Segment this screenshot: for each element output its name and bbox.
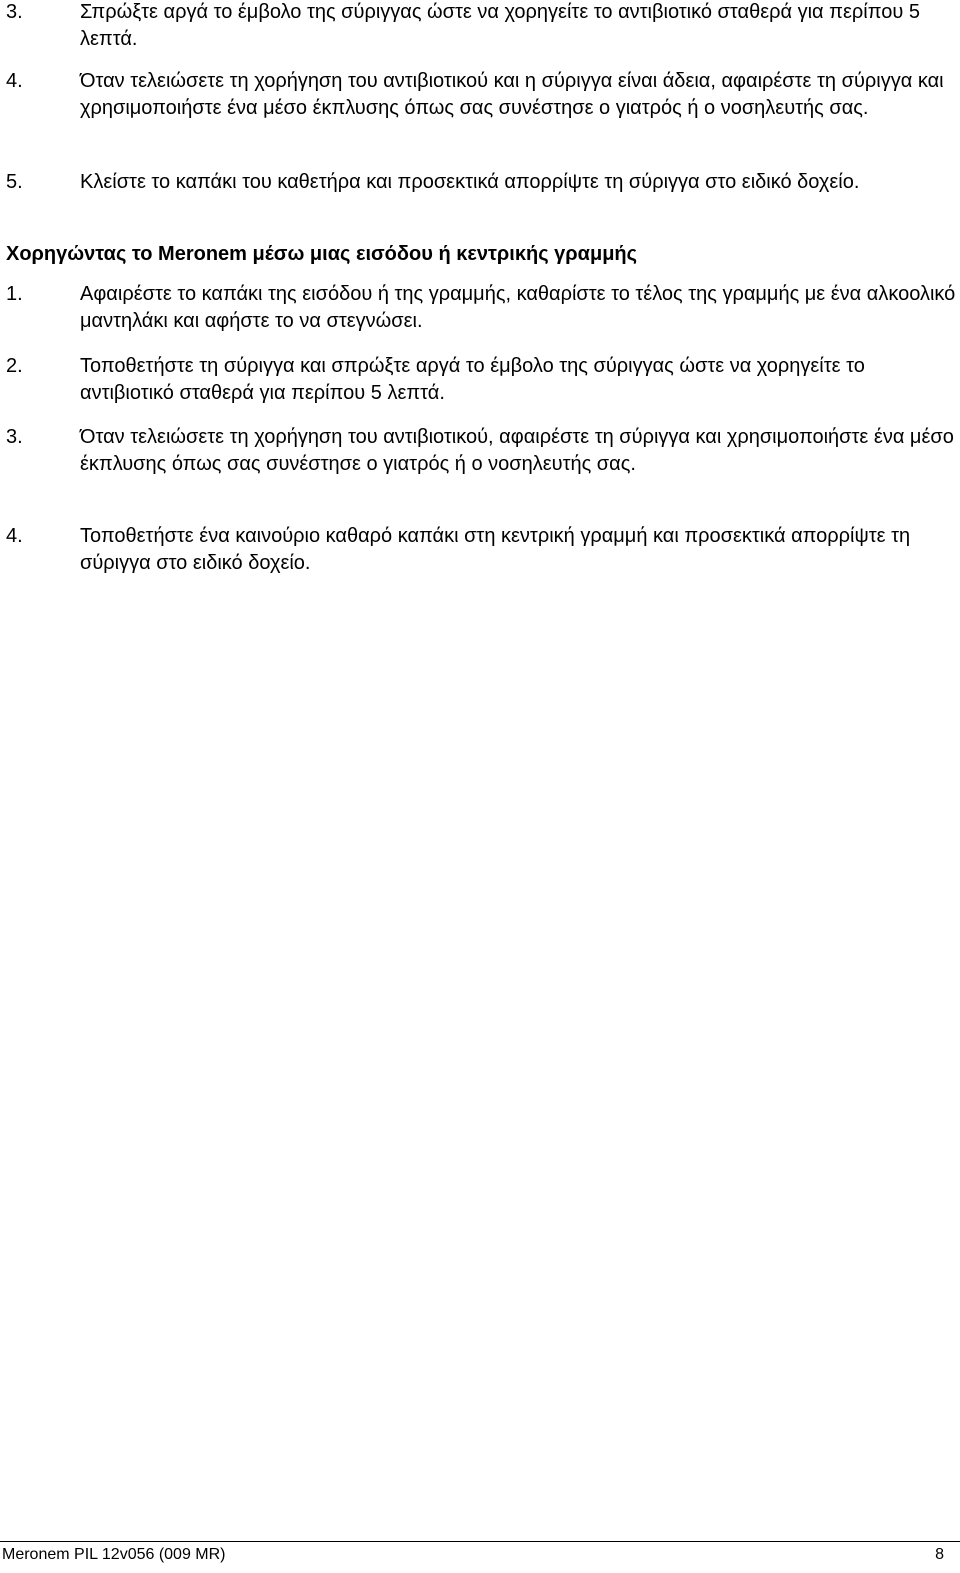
list-item-port-step-1 [6, 281, 956, 335]
step-number: 5. [6, 171, 23, 193]
step-text: Όταν τελειώσετε τη χορήγηση του αντιβιοτικού και η σύριγγα είναι άδεια, αφαιρέστε τη σύριγγα και χρησιμοποιήστε ένα μέσο έκπλυσης όπως σας συνέστησε ο γιατρός ή ο νοσηλευτής σας. [80, 70, 944, 119]
list-item-port-step-4 [6, 523, 956, 577]
section-heading: Χορηγώντας το Meronem μέσω μιας εισόδου ή κεντρικής γραμμής [6, 243, 638, 265]
step-number: 4. [6, 525, 23, 547]
step-text: Σπρώξτε αργά το έμβολο της σύριγγας ώστε να χορηγείτε το αντιβιοτικό σταθερά για περίπου 5 λεπτά. [80, 1, 920, 50]
list-item-port-step-3 [6, 424, 956, 478]
step-text: Κλείστε το καπάκι του καθετήρα και προσεκτικά απορρίψτε τη σύριγγα στο ειδικό δοχείο. [80, 171, 860, 193]
step-number: 3. [6, 426, 23, 448]
list-item-port-step-2 [6, 353, 956, 407]
step-text: Τοποθετήστε ένα καινούριο καθαρό καπάκι στη κεντρική γραμμή και προσεκτικά απορρίψτε τη σύριγγα στο ειδικό δοχείο. [80, 525, 911, 574]
step-number: 4. [6, 70, 23, 92]
step-text: Τοποθετήστε τη σύριγγα και σπρώξτε αργά το έμβολο της σύριγγας ώστε να χορηγείτε το αντιβιοτικό σταθερά για περίπου 5 λεπτά. [80, 355, 865, 404]
list-item-step-4 [6, 68, 956, 122]
step-number: 3. [6, 1, 23, 23]
step-text: Αφαιρέστε το καπάκι της εισόδου ή της γραμμής, καθαρίστε το τέλος της γραμμής με ένα αλκοολικό μαντηλάκι και αφήστε το να στεγνώσει. [80, 283, 956, 332]
step-number: 1. [6, 283, 23, 305]
footer-page-number: 8 [935, 1546, 944, 1563]
list-item-step-3 [6, 0, 956, 53]
step-text: Όταν τελειώσετε τη χορήγηση του αντιβιοτικού, αφαιρέστε τη σύριγγα και χρησιμοποιήστε ένα μέσο έκπλυσης όπως σας συνέστησε ο γιατρός ή ο νοσηλευτής σας. [80, 426, 954, 475]
footer-divider [0, 1541, 960, 1542]
footer-document-id: Meronem PIL 12v056 (009 MR) [2, 1546, 226, 1563]
list-item-step-5 [6, 169, 956, 196]
step-number: 2. [6, 355, 23, 377]
